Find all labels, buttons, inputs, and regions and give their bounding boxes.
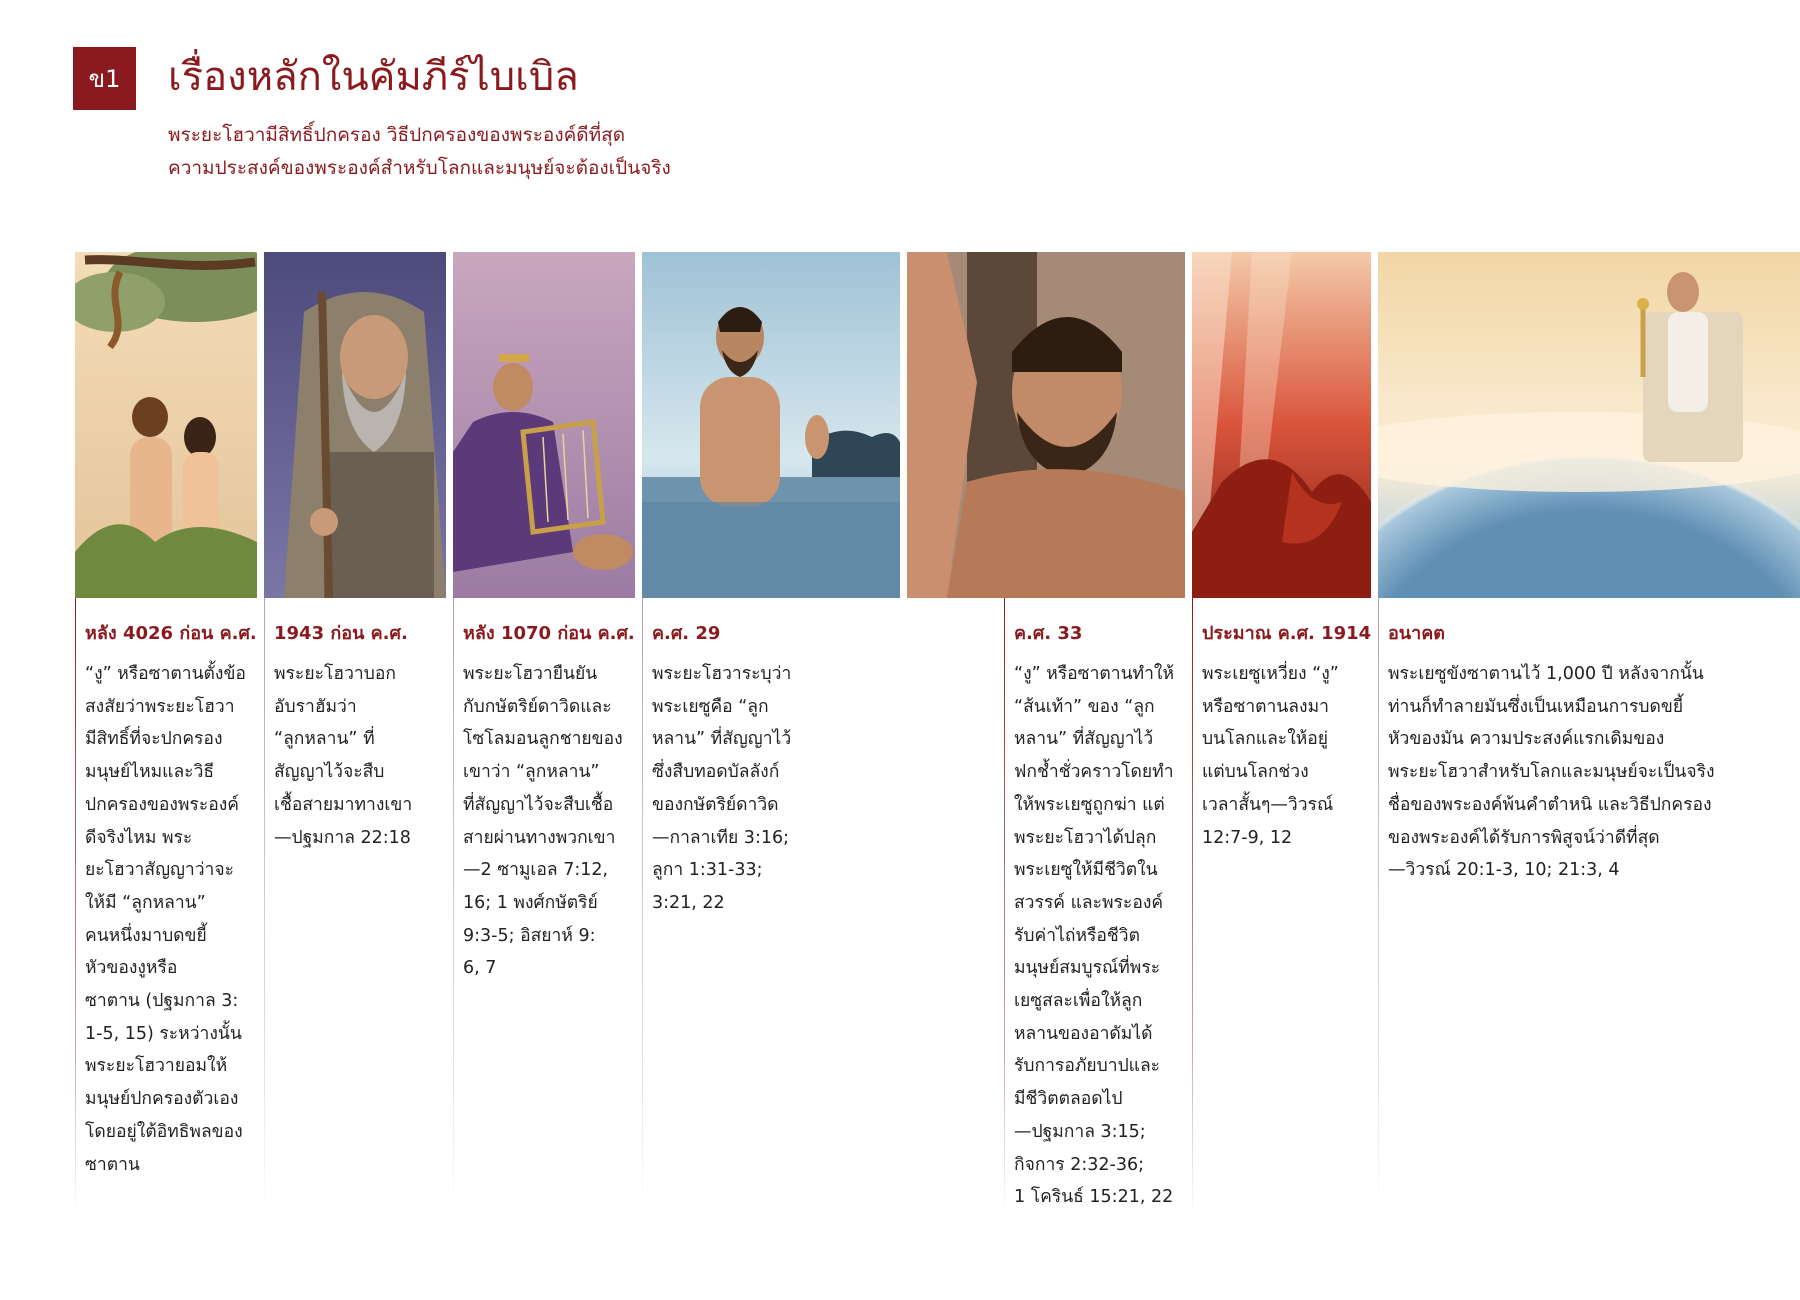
timeline-date: ค.ศ. 33 bbox=[1014, 623, 1083, 644]
description-line: พระเยซูให้มีชีวิตใน bbox=[1014, 860, 1158, 881]
description-line: หลาน” ที่สัญญาไว้ bbox=[1014, 729, 1154, 750]
timeline-description bbox=[1388, 658, 1715, 887]
description-line: กับกษัตริย์ดาวิดและ bbox=[463, 696, 612, 717]
description-line: ปกครองของพระองค์ bbox=[85, 794, 239, 815]
description-line: —วิวรณ์ 20:1-3, 10; 21:3, 4 bbox=[1388, 860, 1620, 881]
description-line: เชื้อสายมาทางเขา bbox=[274, 794, 413, 815]
description-line: มนุษย์สมบูรณ์ที่พระ bbox=[1014, 958, 1161, 979]
section-badge: ข1 bbox=[73, 47, 136, 110]
timeline-date: อนาคต bbox=[1388, 623, 1445, 644]
description-line: 6, 7 bbox=[463, 958, 497, 979]
description-line: หัวของมัน ความประสงค์แรกเดิมของ bbox=[1388, 729, 1665, 750]
timeline-description bbox=[1202, 658, 1339, 854]
description-line: เขาว่า “ลูกหลาน” bbox=[463, 762, 600, 783]
description-line: ชื่อของพระองค์พ้นคำตำหนิ และวิธีปกครอง bbox=[1388, 794, 1712, 815]
description-line: ให้พระเยซูถูกฆ่า แต่ bbox=[1014, 794, 1165, 815]
description-line: พระเยซูขังซาตานไว้ 1,000 ปี หลังจากนั้น bbox=[1388, 664, 1704, 684]
jesus-baptism-illustration bbox=[642, 252, 900, 598]
description-line: ท่านก็ทำลายมันซึ่งเป็นเหมือนการบดขยี้ bbox=[1388, 696, 1684, 717]
description-line: —ปฐมกาล 22:18 bbox=[274, 827, 411, 848]
timeline-date: ประมาณ ค.ศ. 1914 bbox=[1202, 623, 1372, 644]
abraham-illustration bbox=[264, 252, 446, 598]
column-divider bbox=[75, 598, 76, 1218]
description-line: —2 ซามูเอล 7:12, bbox=[463, 860, 609, 881]
description-line: ซาตาน bbox=[85, 1154, 140, 1175]
column-divider bbox=[453, 598, 454, 1218]
description-line: เยซูสละเพื่อให้ลูก bbox=[1014, 991, 1143, 1012]
timeline-date: ค.ศ. 29 bbox=[652, 623, 721, 644]
column-divider bbox=[264, 598, 265, 1218]
description-line: พระยะโฮวาระบุว่า bbox=[652, 664, 792, 684]
description-line: สายผ่านทางพวกเขา bbox=[463, 827, 616, 848]
description-line: มีสิทธิ์ที่จะปกครอง bbox=[85, 729, 223, 750]
description-line: รับการอภัยบาปและ bbox=[1014, 1056, 1161, 1077]
description-line: หรือซาตานลงมา bbox=[1202, 696, 1329, 717]
description-line: ดีจริงไหม พระ bbox=[85, 827, 193, 848]
description-line: 1 โครินธ์ 15:21, 22 bbox=[1014, 1187, 1174, 1208]
jesus-stake-illustration bbox=[907, 252, 1185, 598]
description-line: รับค่าไถ่หรือชีวิต bbox=[1014, 925, 1140, 946]
description-line: “ส้นเท้า” ของ “ลูก bbox=[1014, 696, 1155, 717]
timeline-description bbox=[85, 658, 246, 1181]
description-line: ให้มี “ลูกหลาน” bbox=[85, 892, 206, 913]
description-line: พระยะโฮวาบอก bbox=[274, 664, 396, 684]
description-line: พระยะโฮวาสำหรับโลกและมนุษย์จะเป็นจริง bbox=[1388, 762, 1715, 783]
description-line: ยะโฮวาสัญญาว่าจะ bbox=[85, 860, 235, 881]
description-line: โดยอยู่ใต้อิทธิพลของ bbox=[85, 1121, 243, 1142]
satan-cast-down-illustration bbox=[1192, 252, 1371, 598]
serpent-eden-illustration bbox=[75, 252, 257, 598]
description-line: —ปฐมกาล 3:15; bbox=[1014, 1121, 1146, 1142]
description-line: 16; 1 พงศ์กษัตริย์ bbox=[463, 892, 598, 913]
timeline-description bbox=[463, 658, 623, 985]
description-line: หลานของอาดัมได้ bbox=[1014, 1023, 1153, 1044]
description-line: —กาลาเทีย 3:16; bbox=[652, 827, 790, 848]
description-line: ซึ่งสืบทอดบัลลังก์ bbox=[652, 762, 780, 783]
description-line: ลูกา 1:31-33; bbox=[652, 860, 763, 881]
description-line: อับราฮัมว่า bbox=[274, 696, 357, 717]
description-line: แต่บนโลกช่วง bbox=[1202, 762, 1309, 783]
description-line: สวรรค์ และพระองค์ bbox=[1014, 892, 1164, 913]
description-line: พระเยซูคือ “ลูก bbox=[652, 696, 769, 717]
jesus-throne-earth-illustration bbox=[1378, 252, 1800, 598]
timeline-description bbox=[652, 658, 791, 920]
page-title: เรื่องหลักในคัมภีร์ไบเบิล bbox=[168, 54, 579, 100]
column-divider bbox=[1192, 598, 1193, 1218]
timeline-date: หลัง 4026 ก่อน ค.ศ. bbox=[85, 623, 257, 644]
description-line: มนุษย์ไหมและวิธี bbox=[85, 762, 215, 783]
description-line: “งู” หรือซาตานทำให้ bbox=[1014, 664, 1174, 684]
timeline-date: 1943 ก่อน ค.ศ. bbox=[274, 623, 408, 644]
column-divider bbox=[642, 598, 643, 1218]
description-line: บนโลกและให้อยู่ bbox=[1202, 729, 1329, 750]
subtitle-line: ความประสงค์ของพระองค์สำหรับโลกและมนุษย์จะต้องเป็นจริง bbox=[168, 157, 671, 179]
description-line: พระยะโฮวายอมให้ bbox=[85, 1056, 228, 1077]
description-line: คนหนึ่งมาบดขยี้ bbox=[85, 925, 207, 946]
description-line: พระเยซูเหวี่ยง “งู” bbox=[1202, 664, 1339, 684]
column-divider bbox=[1004, 598, 1005, 1218]
description-line: ฟกช้ำชั่วคราวโดยทำ bbox=[1014, 762, 1174, 783]
description-line: สัญญาไว้จะสืบ bbox=[274, 762, 385, 783]
description-line: สงสัยว่าพระยะโฮวา bbox=[85, 696, 235, 717]
description-line: ซาตาน (ปฐมกาล 3: bbox=[85, 991, 239, 1012]
description-line: ของกษัตริย์ดาวิด bbox=[652, 794, 779, 815]
description-line: ที่สัญญาไว้จะสืบเชื้อ bbox=[463, 794, 614, 815]
column-divider bbox=[1378, 598, 1379, 1218]
description-line: 3:21, 22 bbox=[652, 892, 725, 913]
description-line: หลาน” ที่สัญญาไว้ bbox=[652, 729, 792, 750]
description-line: มีชีวิตตลอดไป bbox=[1014, 1089, 1123, 1110]
description-line: โซโลมอนลูกชายของ bbox=[463, 729, 623, 750]
description-line: ของพระองค์ได้รับการพิสูจน์ว่าดีที่สุด bbox=[1388, 827, 1660, 848]
description-line: เวลาสั้นๆ—วิวรณ์ bbox=[1202, 794, 1334, 815]
description-line: 1-5, 15) ระหว่างนั้น bbox=[85, 1023, 242, 1044]
description-line: 9:3-5; อิสยาห์ 9: bbox=[463, 925, 596, 946]
subtitle-line: พระยะโฮวามีสิทธิ์ปกครอง วิธีปกครองของพระองค์ดีที่สุด bbox=[168, 124, 626, 146]
timeline-description bbox=[274, 658, 412, 854]
description-line: หัวของงูหรือ bbox=[85, 958, 178, 979]
description-line: กิจการ 2:32-36; bbox=[1014, 1154, 1145, 1175]
timeline-description bbox=[1014, 658, 1174, 1214]
description-line: 12:7-9, 12 bbox=[1202, 827, 1293, 848]
timeline-date: หลัง 1070 ก่อน ค.ศ. bbox=[463, 623, 635, 644]
david-harp-illustration bbox=[453, 252, 635, 598]
description-line: “ลูกหลาน” ที่ bbox=[274, 729, 375, 750]
description-line: “งู” หรือซาตานตั้งข้อ bbox=[85, 664, 246, 684]
description-line: มนุษย์ปกครองตัวเอง bbox=[85, 1089, 239, 1110]
description-line: พระยะโฮวายืนยัน bbox=[463, 664, 598, 684]
description-line: พระยะโฮวาได้ปลุก bbox=[1014, 827, 1157, 848]
